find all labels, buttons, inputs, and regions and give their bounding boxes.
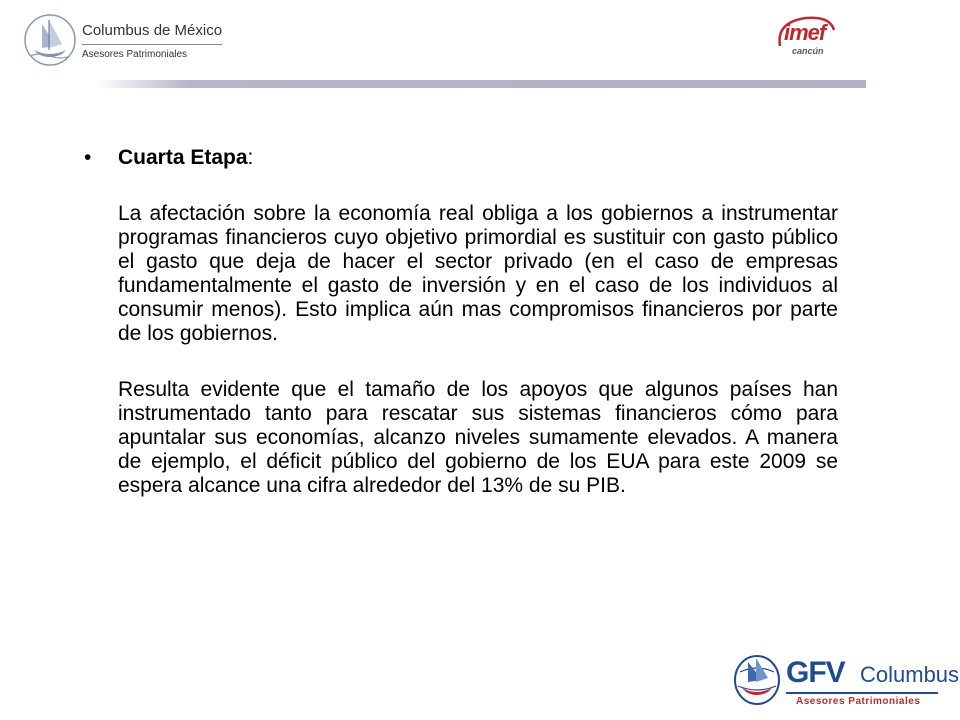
slide-content — [84, 146, 838, 530]
imef-city: cancún — [792, 46, 824, 56]
paragraph-2: Resulta evidente que el tamaño de los apoyos que algunos países han instrumentado tanto para rescatar sus sistemas financieros cómo para apuntalar sus economías, alcanzo niveles sumamente elevados. A manera de ejemplo, el déficit público del gobierno de los EUA para este 2009 se espera alcance una cifra alrededor del 13% de su PIB. — [118, 378, 838, 497]
heading-title: Cuarta Etapa — [118, 146, 248, 169]
ship-icon — [22, 10, 78, 70]
slide-heading — [118, 146, 838, 170]
columbus-logo-rule — [82, 44, 222, 45]
columbus-logo-subtitle: Asesores Patrimoniales — [82, 49, 188, 60]
imef-wordmark: imef — [784, 20, 826, 45]
gfv-brand: GFV — [786, 656, 845, 689]
bullet: • — [84, 146, 92, 169]
gfv-rule — [786, 692, 938, 694]
globe-ship-icon — [730, 648, 784, 708]
heading-suffix: : — [247, 146, 254, 169]
gfv-name: Columbus — [860, 662, 960, 687]
imef-logo — [772, 12, 840, 60]
columbus-de-mexico-logo — [22, 10, 223, 70]
header-divider — [96, 80, 866, 88]
paragraph-1: La afectación sobre la economía real obliga a los gobiernos a instrumentar programas financieros cuyo objetivo primordial es sustituir con gasto público el gasto que deja de hacer el sector privado (en el caso de empresas fundamentalmente el gasto de inversión y en el caso de los individuos al consumir menos). Esto implica aún mas compromisos financieros por parte de los gobiernos. — [118, 202, 838, 345]
columbus-logo-name: Columbus de México — [82, 22, 223, 39]
gfv-columbus-logo — [730, 648, 960, 710]
gfv-subtitle: Asesores Patrimoniales — [796, 696, 921, 707]
